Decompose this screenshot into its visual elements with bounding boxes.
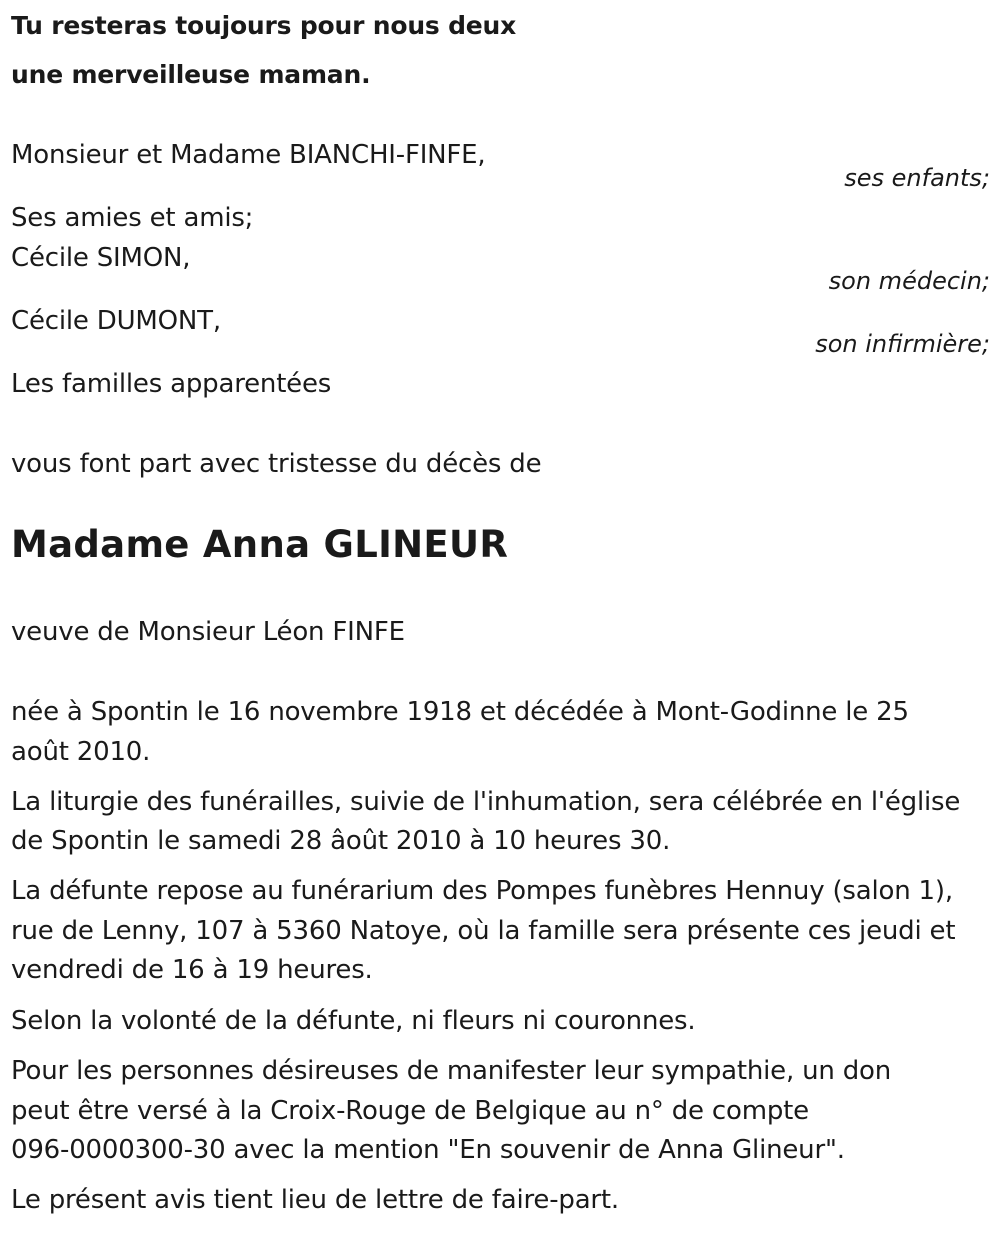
deceased-name: Madame Anna GLINEUR: [11, 523, 509, 566]
family-parents-role: ses enfants;: [844, 164, 990, 192]
family-nurse: Cécile DUMONT,: [11, 306, 221, 336]
donation-line-1: Pour les personnes désireuses de manifester leur sympathie, un don: [11, 1056, 891, 1086]
repose-line-2: rue de Lenny, 107 à 5360 Natoye, où la famille sera présente ces jeudi et: [11, 916, 956, 946]
family-relatives: Les familles apparentées: [11, 369, 332, 399]
wish-text: Selon la volonté de la défunte, ni fleurs ni couronnes.: [11, 1006, 696, 1036]
closing-text: Le présent avis tient lieu de lettre de faire-part.: [11, 1185, 619, 1215]
family-parents: Monsieur et Madame BIANCHI-FINFE,: [11, 140, 486, 170]
birth-death-line-2: août 2010.: [11, 737, 151, 767]
family-friends: Ses amies et amis;: [11, 203, 254, 233]
family-doctor: Cécile SIMON,: [11, 243, 191, 273]
heading-line-1: Tu resteras toujours pour nous deux: [11, 11, 517, 40]
birth-death-line-1: née à Spontin le 16 novembre 1918 et décédée à Mont-Godinne le 25: [11, 697, 909, 727]
family-nurse-role: son infirmière;: [815, 330, 990, 358]
repose-line-1: La défunte repose au funérarium des Pompes funèbres Hennuy (salon 1),: [11, 876, 953, 906]
donation-line-3: 096-0000300-30 avec la mention "En souvenir de Anna Glineur".: [11, 1135, 845, 1165]
heading-line-2: une merveilleuse maman.: [11, 60, 371, 89]
liturgy-line-1: La liturgie des funérailles, suivie de l'inhumation, sera célébrée en l'église: [11, 787, 961, 817]
repose-line-3: vendredi de 16 à 19 heures.: [11, 955, 373, 985]
family-doctor-role: son médecin;: [828, 267, 990, 295]
donation-line-2: peut être versé à la Croix-Rouge de Belgique au n° de compte: [11, 1096, 809, 1126]
announce-text: vous font part avec tristesse du décès de: [11, 449, 542, 479]
widow-of: veuve de Monsieur Léon FINFE: [11, 617, 405, 647]
liturgy-line-2: de Spontin le samedi 28 âoût 2010 à 10 heures 30.: [11, 826, 671, 856]
